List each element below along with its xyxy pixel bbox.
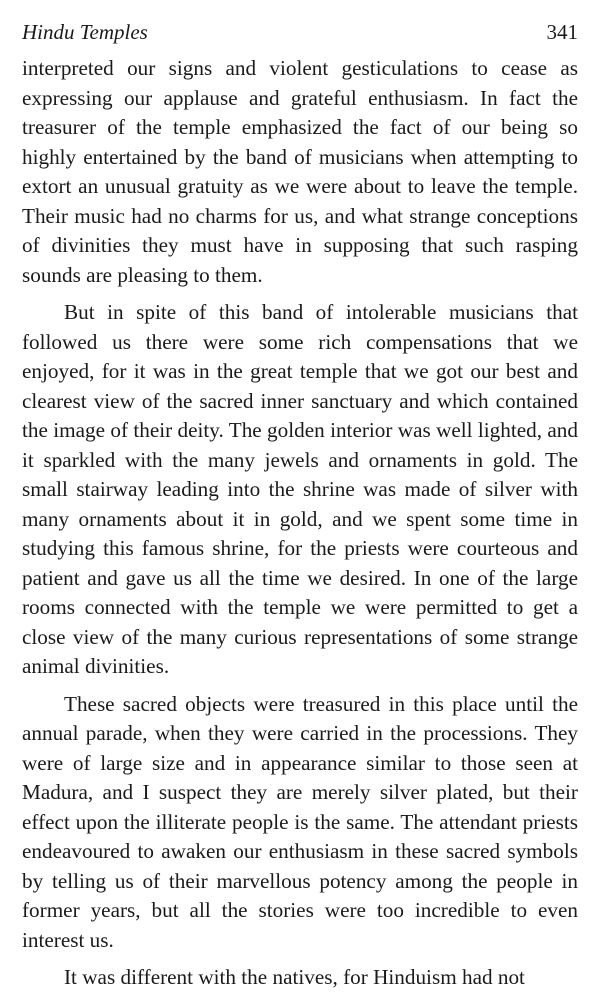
- running-head-title: Hindu Temples: [22, 20, 148, 44]
- running-head: [22, 18, 578, 46]
- body-text: [22, 54, 578, 993]
- page-number: 341: [546, 20, 578, 44]
- paragraph-1: interpreted our signs and violent gesticulations to cease as expressing our applause and grateful enthusiasm. In fact the treasurer of the temple emphasized the fact of our being so highly entertained by the band of musicians when attempting to extort an unusual gratuity as we were about to leave the temple. Their music had no charms for us, and what strange conceptions of divinities they must have in supposing that such rasping sounds are pleasing to them.: [22, 56, 578, 287]
- paragraph-4: It was different with the natives, for Hinduism had not: [64, 965, 525, 989]
- paragraph-2: But in spite of this band of intolerable musicians that followed us there were some rich compensations that we enjoyed, for it was in the great temple that we got our best and clearest view of the sacred inner sanctuary and which contained the image of their deity. The golden interior was well lighted, and it sparkled with the many jewels and ornaments in gold. The small stairway leading into the shrine was made of silver with many ornaments about it in gold, and we spent some time in studying this famous shrine, for the priests were courteous and patient and gave us all the time we desired. In one of the large rooms connected with the temple we were permitted to get a close view of the many curious representations of some strange animal divinities.: [22, 300, 578, 678]
- paragraph-3: These sacred objects were treasured in this place until the annual parade, when they were carried in the processions. They were of large size and in appearance similar to those seen at Madura, and I suspect they are merely silver plated, but their effect upon the illiterate people is the same. The attendant priests endeavoured to awaken our enthusiasm in these sacred symbols by telling us of their marvellous potency among the people in former years, but all the stories were too incredible to even interest us.: [22, 691, 578, 952]
